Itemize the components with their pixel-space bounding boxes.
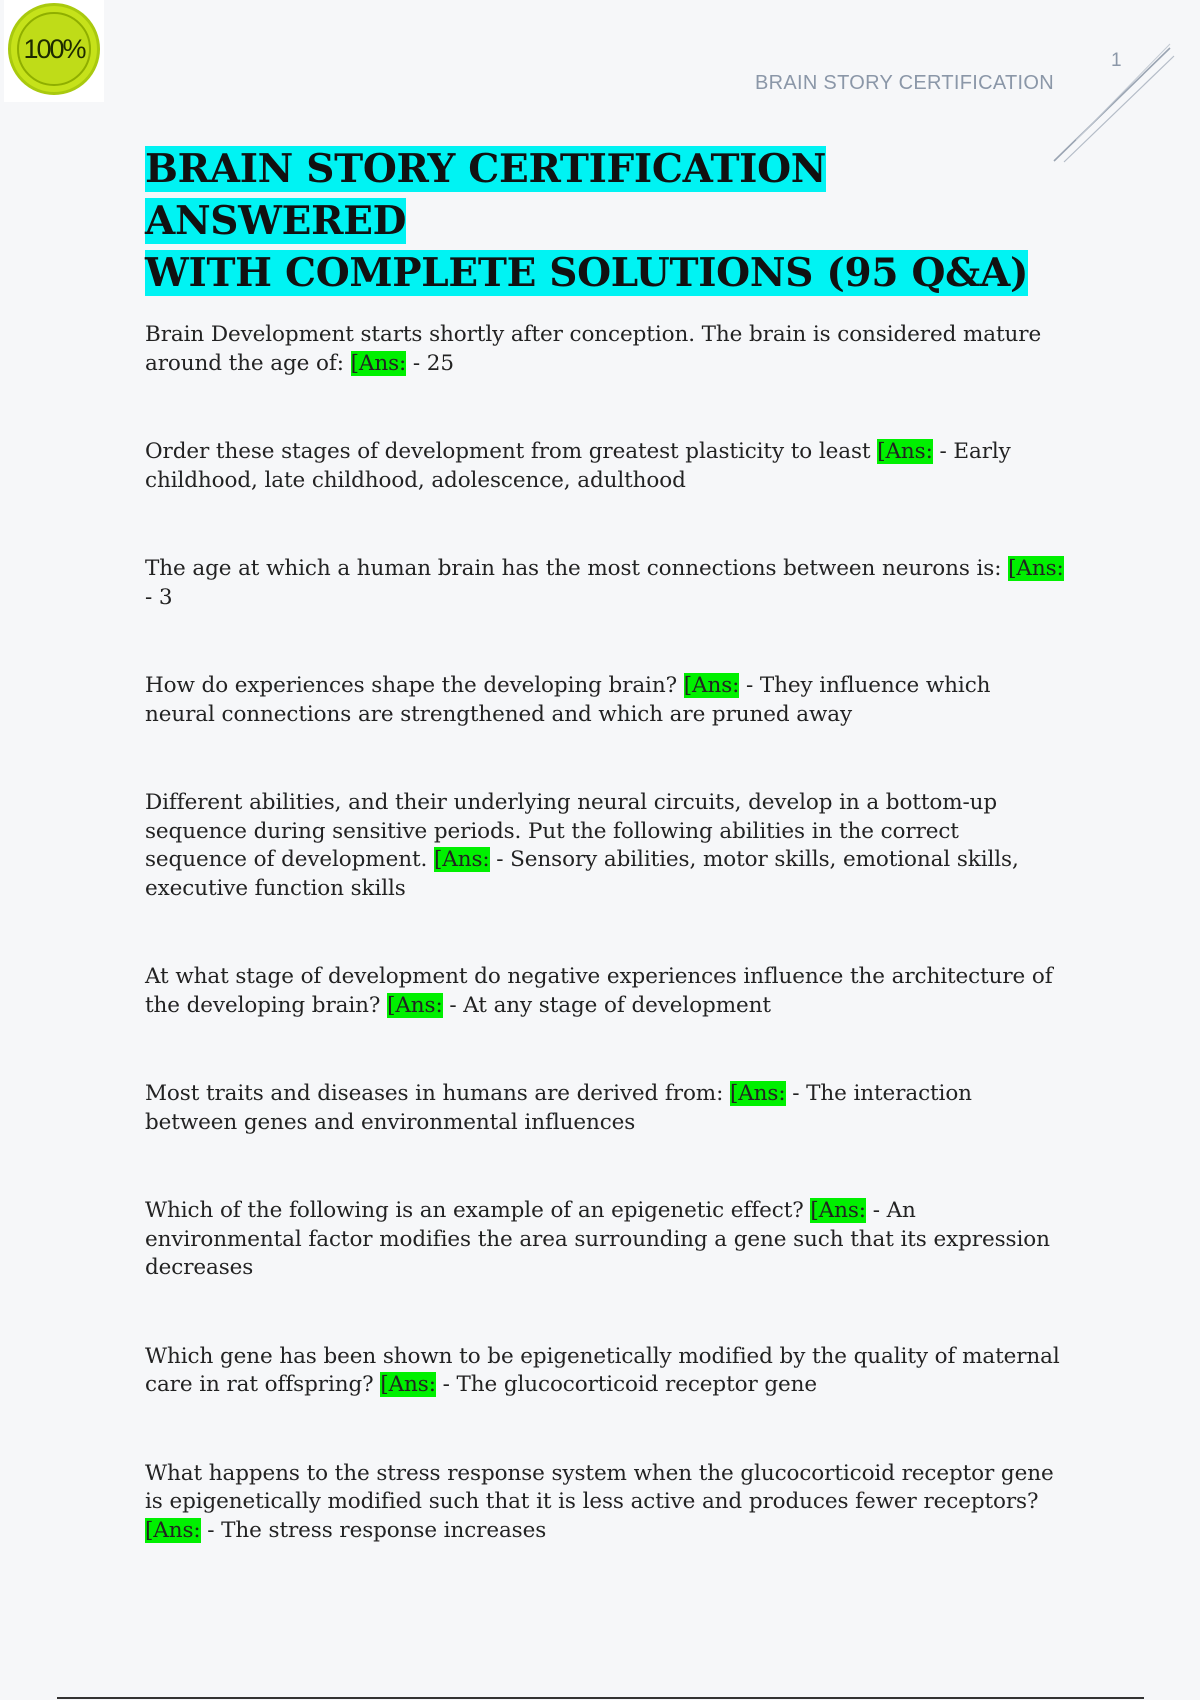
question-text: Most traits and diseases in humans are derived from: [145,1081,724,1106]
qa-spacer [145,1020,1065,1080]
answer-text: - The stress response increases [207,1517,547,1543]
qa-spacer [145,612,1065,672]
footer-divider [57,1697,1144,1699]
qa-item [145,672,1065,729]
document-title-line-2: WITH COMPLETE SOLUTIONS (95 Q&A) [145,250,1029,296]
answer-text: - At any stage of development [449,992,771,1018]
answer-text: - Early childhood, late childhood, adolescence, adulthood [145,439,1011,493]
qa-spacer [145,378,1065,438]
qa-item [145,1460,1065,1546]
answer-text: - The interaction between genes and environmental influences [145,1081,972,1135]
answer-marker: [Ans: [145,1517,201,1543]
qa-spacer [145,729,1065,789]
qa-item [145,789,1065,903]
qa-spacer [145,1137,1065,1197]
page-number: 1 [1111,50,1122,71]
answer-text: - They influence which neural connections are strengthened and which are pruned away [145,673,991,727]
document-title [145,143,1065,299]
answer-marker: [Ans: [1008,556,1064,581]
qa-spacer [145,1400,1065,1460]
question-text: Different abilities, and their underlying neural circuits, develop in a bottom-up sequence during sensitive periods. Put the following abilities in the correct sequence of development. [145,790,998,872]
answer-marker: [Ans: [683,673,740,698]
answer-marker: [Ans: [877,439,933,464]
answer-marker: [Ans: [350,350,407,376]
answer-marker: [Ans: [380,1372,436,1397]
question-text: Which gene has been shown to be epigenetically modified by the quality of maternal care in rat offspring? [145,1343,1060,1397]
qa-item [145,1080,1065,1137]
answer-text: - 25 [412,350,454,376]
answer-marker: [Ans: [729,1081,786,1106]
qa-list [145,321,1065,1545]
answer-text: - The glucocorticoid receptor gene [442,1372,818,1397]
qa-item [145,1343,1065,1400]
badge-container [4,0,104,102]
running-header-title: BRAIN STORY CERTIFICATION [754,72,1054,94]
answer-marker: [Ans: [387,992,443,1018]
question-text: Which of the following is an example of an epigenetic effect? [145,1198,804,1223]
question-text: How do experiences shape the developing brain? [145,673,677,698]
qa-item [145,321,1065,378]
answer-text: - Sensory abilities, motor skills, emotional skills, executive function skills [145,847,1019,901]
answer-marker: [Ans: [433,847,490,872]
question-text: At what stage of development do negative experiences influence the architecture of the developing brain? [145,964,1053,1018]
answer-marker: [Ans: [810,1198,866,1223]
qa-item [145,438,1065,495]
question-text: Brain Development starts shortly after conception. The brain is considered mature around the age of: [145,322,1042,376]
document-title-line-1: BRAIN STORY CERTIFICATION ANSWERED [145,146,827,244]
answer-text: - An environmental factor modifies the area surrounding a gene such that its expression decreases [145,1198,1050,1280]
question-text: Order these stages of development from greatest plasticity to least [145,439,871,464]
qa-item [145,1197,1065,1283]
question-text: The age at which a human brain has the most connections between neurons is: [145,556,1002,581]
qa-spacer [145,1283,1065,1343]
qa-item [145,963,1065,1020]
qa-spacer [145,903,1065,963]
percent-seal-icon [8,3,100,95]
qa-spacer [145,495,1065,555]
qa-item [145,555,1065,612]
badge-label: 100% [17,12,91,86]
corner-decoration-icon [1050,40,1180,170]
answer-text: - 3 [145,584,173,610]
question-text: What happens to the stress response system when the glucocorticoid receptor gene is epigenetically modified such that it is less active and produces fewer receptors? [145,1460,1054,1514]
document-body [145,143,1065,1545]
